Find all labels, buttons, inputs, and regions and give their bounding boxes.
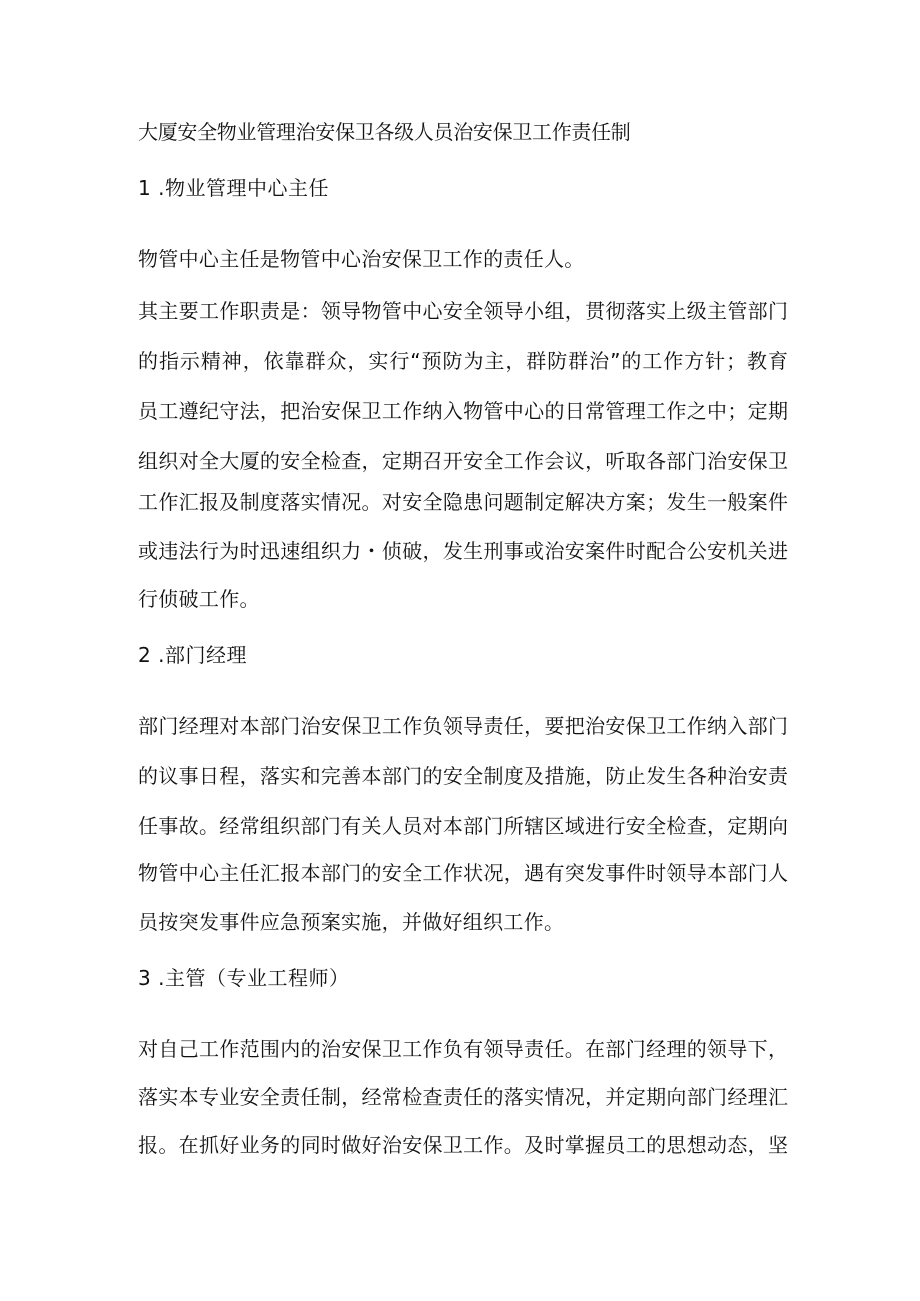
section-2-line-4: 物管中心主任汇报本部门的安全工作状况，遇有突发事件时领导本部门人 — [138, 861, 788, 885]
section-1-line-1: 其主要工作职责是：领导物管中心安全领导小组，贯彻落实上级主管部门 — [138, 299, 788, 323]
section-3-heading: 3 .主管（专业工程师） — [138, 966, 350, 990]
section-1-line-5: 工作汇报及制度落实情况。对安全隐患问题制定解决方案；发生一般案件 — [138, 490, 788, 514]
section-1-intro: 物管中心主任是物管中心治安保卫工作的责任人。 — [138, 247, 585, 271]
section-1-line-7: 行侦破工作。 — [138, 587, 260, 611]
section-2-heading: 2 .部门经理 — [138, 643, 247, 667]
section-1-line-2: 的指示精神，依靠群众，实行“预防为主，群防群治”的工作方针；教育 — [138, 349, 788, 373]
section-1-line-6: 或违法行为时迅速组织力・侦破，发生刑事或治安案件时配合公安机关进 — [138, 539, 788, 563]
section-3-line-2: 落实本专业安全责任制，经常检查责任的落实情况，并定期向部门经理汇 — [138, 1085, 788, 1109]
section-1-line-3: 员工遵纪守法，把治安保卫工作纳入物管中心的日常管理工作之中；定期 — [138, 399, 788, 423]
section-2-line-5: 员按突发事件应急预案实施，并做好组织工作。 — [138, 910, 565, 934]
section-2-line-3: 任事故。经常组织部门有关人员对本部门所辖区域进行安全检查，定期向 — [138, 814, 788, 838]
section-1-heading: 1 .物业管理中心主任 — [138, 176, 329, 200]
section-3-line-3: 报。在抓好业务的同时做好治安保卫工作。及时掌握员工的思想动态，坚 — [138, 1133, 788, 1157]
section-2-line-1: 部门经理对本部门治安保卫工作负领导责任，要把治安保卫工作纳入部门 — [138, 714, 788, 738]
section-3-line-1: 对自己工作范围内的治安保卫工作负有领导责任。在部门经理的领导下， — [138, 1037, 788, 1061]
section-1-line-4: 组织对全大厦的安全检查，定期召开安全工作会议，听取各部门治安保卫 — [138, 449, 788, 473]
section-2-line-2: 的议事日程，落实和完善本部门的安全制度及措施，防止发生各种治安责 — [138, 764, 788, 788]
document-title: 大厦安全物业管理治安保卫各级人员治安保卫工作责任制 — [138, 120, 631, 144]
